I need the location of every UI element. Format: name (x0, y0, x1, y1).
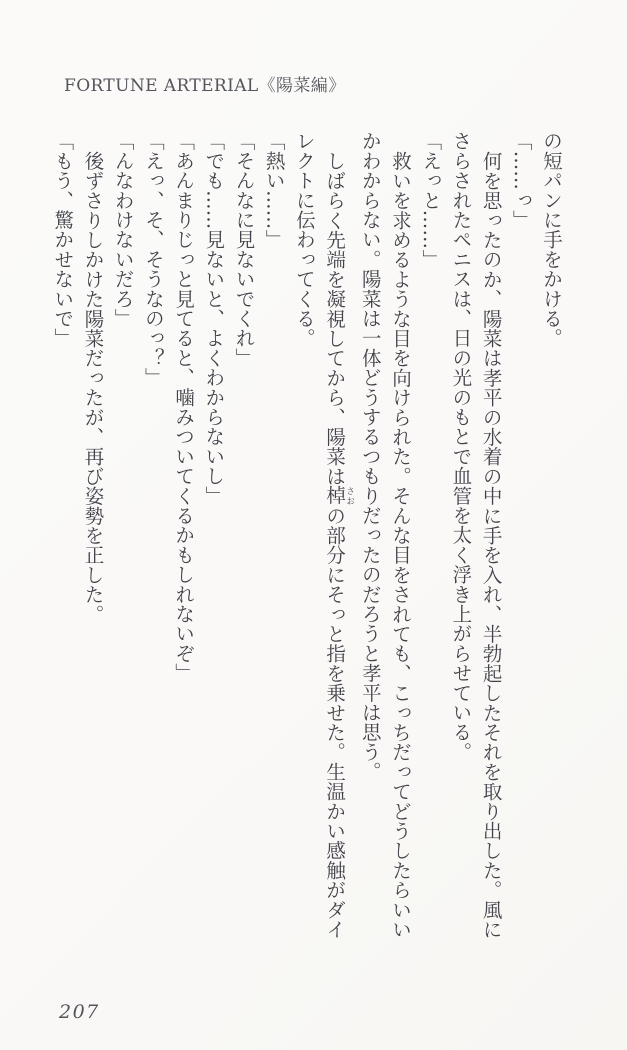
paragraph: 「……っ」 (509, 131, 533, 230)
paragraph: 「んなわけないだろ」 (111, 131, 135, 328)
paragraph: 救いを求めるような目を向けられた。そんな目をされても、こっちだってどうしたらいいかわからない。陽菜は一体どうするつもりだったのだろうと孝平は思う。 (358, 131, 412, 939)
page-number: 207 (59, 1001, 100, 1023)
paragraph: 後ずさりしかけた陽菜だったが、再び姿勢を正した。 (81, 150, 105, 624)
running-header: FORTUNE ARTERIAL《陽菜編》 (64, 76, 346, 96)
paragraph: 「そんなに見ないでくれ」 (232, 131, 256, 368)
paragraph: しばらく先端を凝視してから、陽菜は棹さおの部分にそっと指を乗せた。生温かい感触がダイレクトに伝わってくる。 (292, 131, 355, 939)
paragraph: 「えっ、そ、そうなのっ？」 (141, 131, 165, 388)
paragraph: の短パンに手をかける。 (540, 131, 563, 348)
paragraph: 「あんまりじっと見てると、噛みついてくるかもしれないぞ」 (172, 131, 196, 683)
paragraph: 「でも……見ないと、よくわからないし」 (202, 131, 226, 506)
furigana-ruby: 棹さお (323, 485, 355, 506)
paragraph: 「熱い……」 (262, 131, 286, 250)
paragraph: 「えっと……」 (419, 131, 443, 269)
paragraph: 何を思ったのか、陽菜は孝平の水着の中に手を入れ、半勃起したそれを取り出した。風にさらされたペニスは、日の光のもとで血管を太く浮き上がらせている。 (449, 131, 503, 939)
paragraph: 「もう、驚かせないで」 (51, 131, 75, 348)
body-text (47, 131, 566, 954)
